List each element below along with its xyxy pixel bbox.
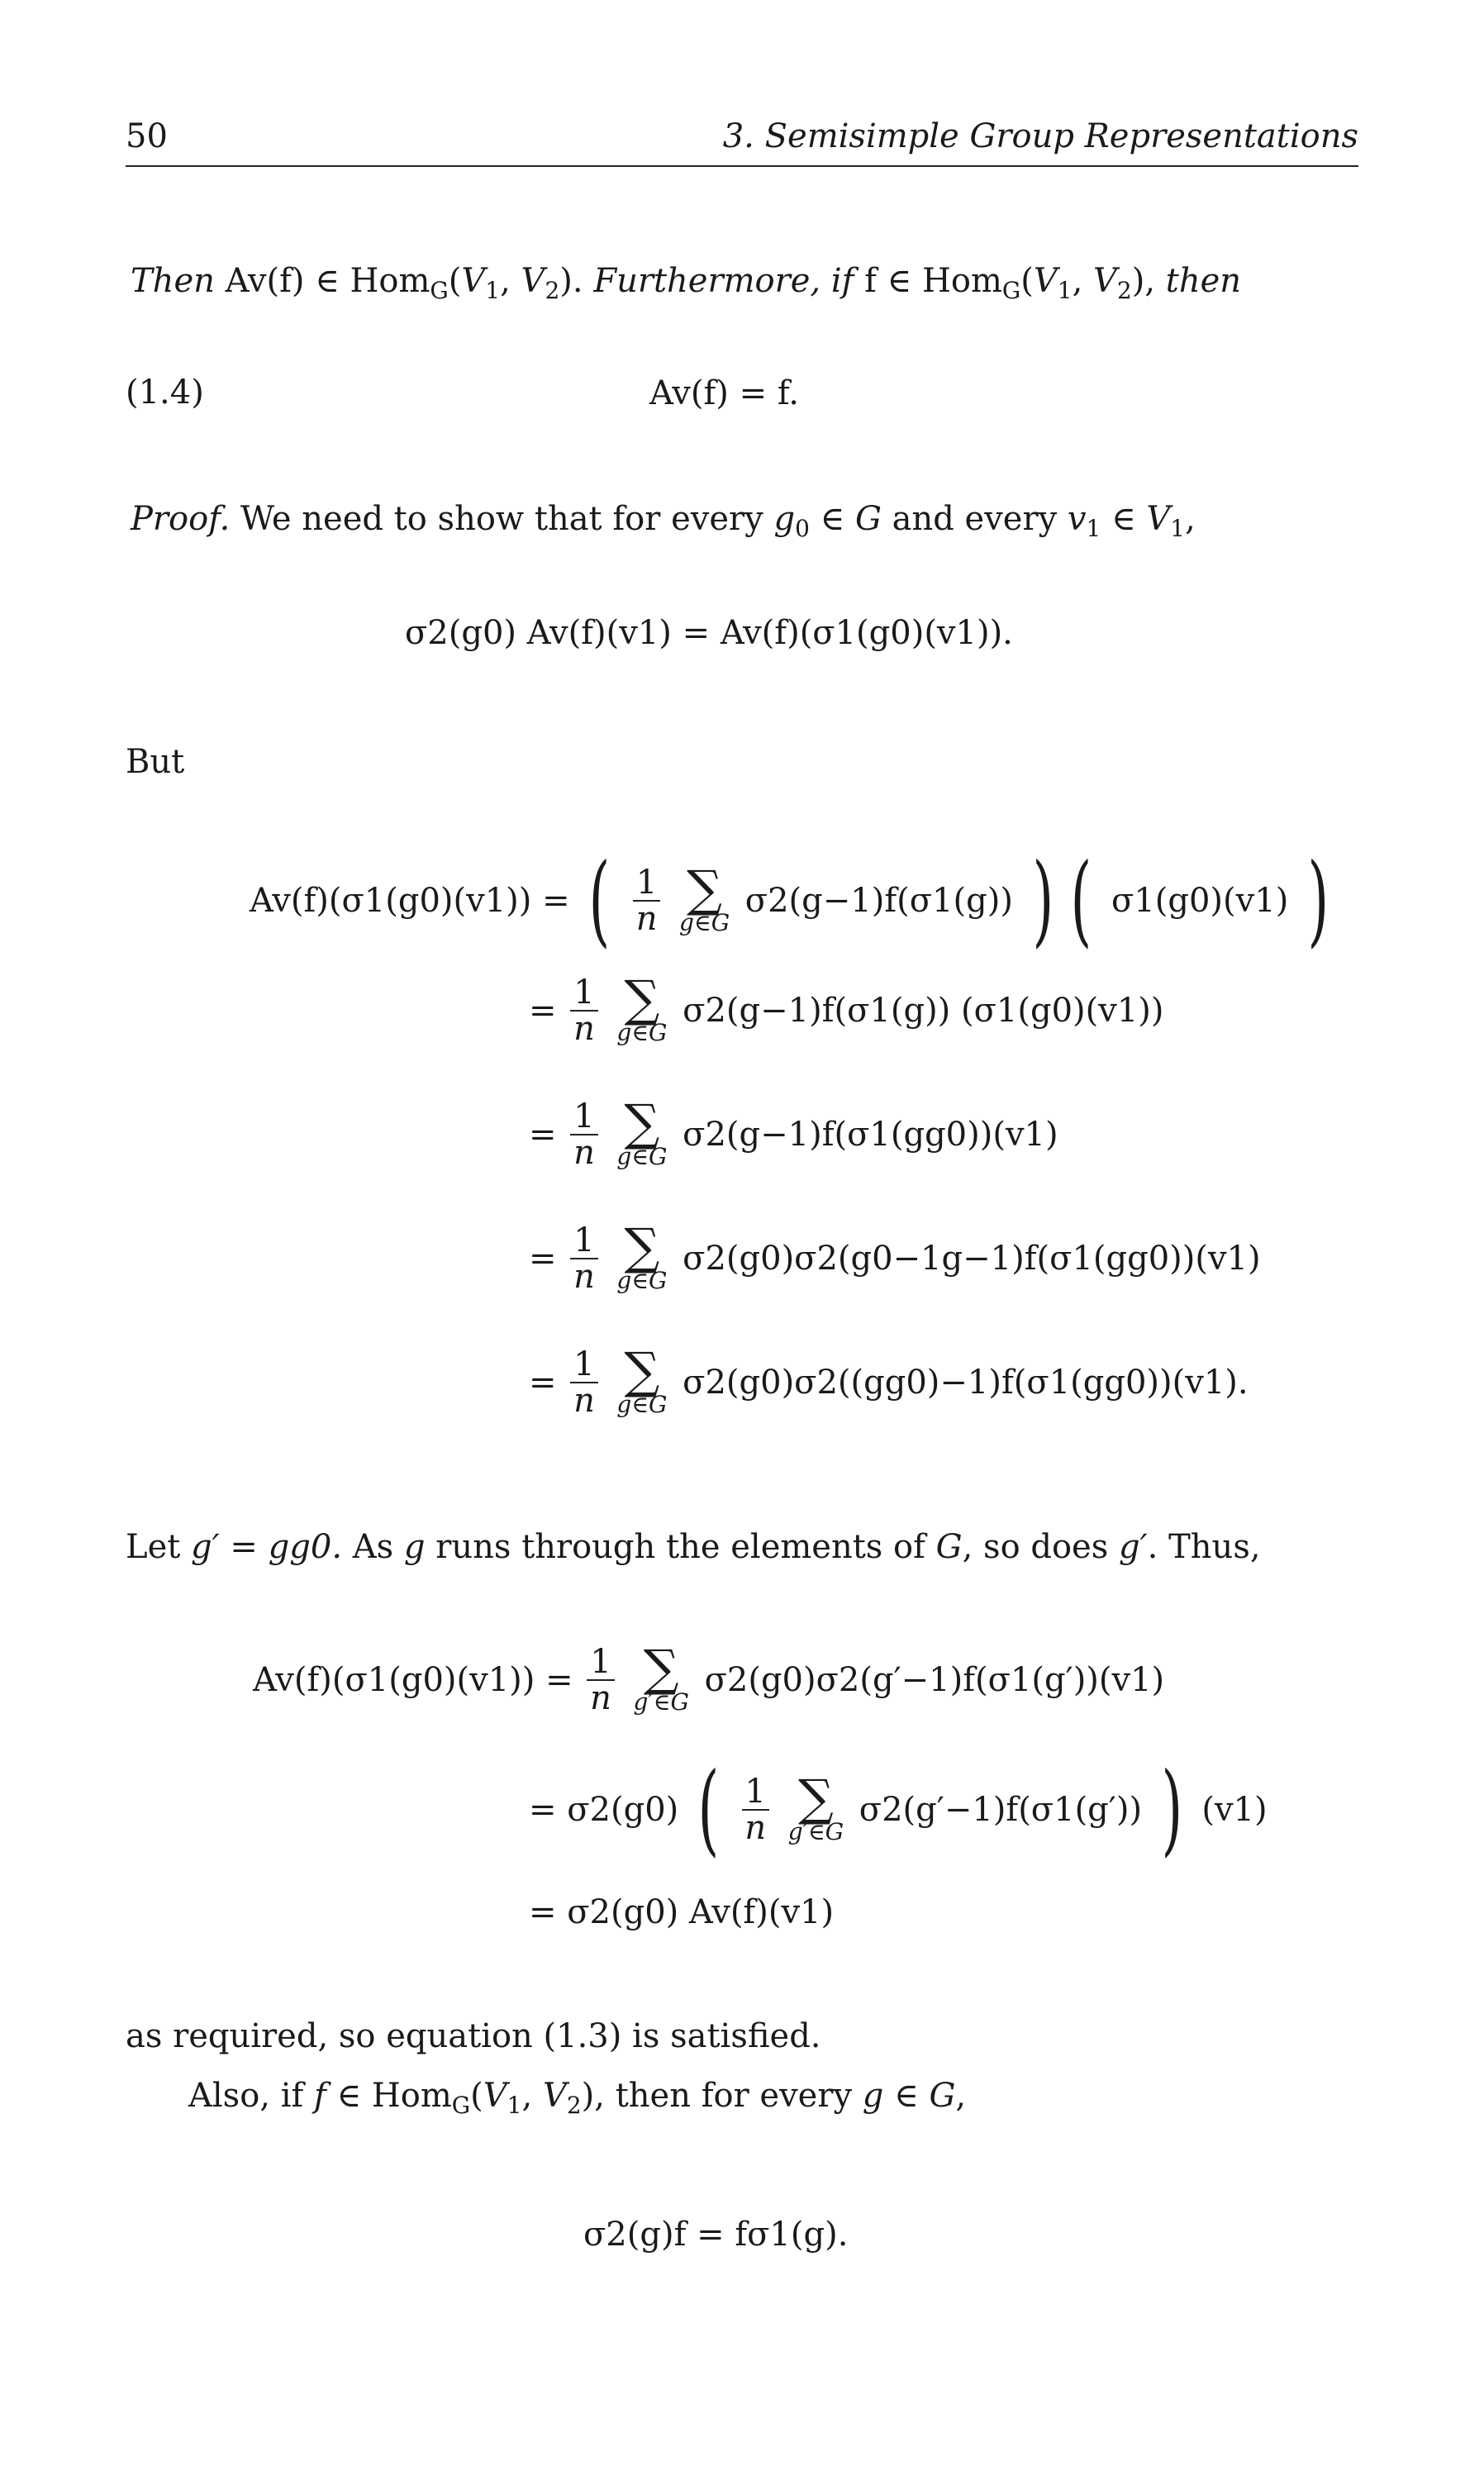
proof-paragraph: Proof. We need to show that for every $g_0$ ∈ G and every $v_1$ ∈ $V_1$, xyxy=(131,500,1196,542)
running-title: 3. Semisimple Group Representations xyxy=(722,117,1358,155)
theorem-conclusion: Then Av(f) ∈ $Hom_G(V_1$, $V_2$). Furthermore, if f ∈ $Hom_G(V_1$, $V_2$), then xyxy=(131,262,1242,304)
chain-row-4: = $\frac{1}{n}$ ∑ g∈G σ2(g0)σ2(g0−1g−1)f(σ1(gg0))(v1) xyxy=(529,1218,1261,1296)
sum-index-2: g′∈G xyxy=(633,1688,689,1716)
chain-row-4-term: σ2(g0)σ2(g0−1g−1)f(σ1(gg0))(v1) xyxy=(683,1240,1261,1278)
sum-index: g∈G xyxy=(679,909,730,936)
also-word: Also, if xyxy=(188,2077,304,2115)
chain2-row-3: = σ2(g0) Av(f)(v1) xyxy=(529,1893,835,1931)
then-word: Then xyxy=(131,262,215,300)
chain2-lhs: Av(f)(σ1(g0)(v1)) = xyxy=(253,1661,573,1699)
chain2-row-1: Av(f)(σ1(g0)(v1)) = $\frac{1}{n}$ ∑ g′∈G σ2(g0)σ2(g′−1)f(σ1(g′))(v1) xyxy=(253,1640,1165,1717)
equation-1-4: Av(f) = f. xyxy=(649,374,799,412)
chain-row-2: = $\frac{1}{n}$ ∑ g∈G σ2(g−1)f(σ1(g)) (σ1(g0)(v1)) xyxy=(529,970,1164,1048)
hom-expression: Av(f) ∈ Hom xyxy=(225,262,430,300)
let-paragraph: Let g′ = gg0. As g runs through the elements of G, so does g′. Thus, xyxy=(126,1528,1261,1566)
chain2-row-2: = σ2(g0) ( $\frac{1}{n}$ ∑ g′∈G σ2(g′−1)f(σ1(g′)) ) (v1) xyxy=(529,1752,1268,1867)
thus-word: Thus, xyxy=(1168,1528,1261,1566)
chain2-row-2-post: (v1) xyxy=(1201,1791,1268,1829)
then-for-every: then for every xyxy=(615,2077,853,2115)
as-word: As xyxy=(352,1528,394,1566)
as-required: as required, so equation (1.3) is satisfied. xyxy=(126,2017,821,2055)
then-word-2: then xyxy=(1165,262,1242,300)
let-expression: g′ = gg0. xyxy=(191,1528,343,1566)
chain-lhs: Av(f)(σ1(g0)(v1)) = xyxy=(250,882,570,920)
chain-row-2-term: σ2(g−1)f(σ1(g)) (σ1(g0)(v1)) xyxy=(683,992,1164,1030)
summation: ∑ g∈G xyxy=(679,860,730,936)
chain-row-3: = $\frac{1}{n}$ ∑ g∈G σ2(g−1)f(σ1(gg0))(v1) xyxy=(529,1094,1058,1172)
and-every: and every xyxy=(892,500,1058,538)
also-paragraph: Also, if f ∈ $Hom_G(V_1$, $V_2$), then for every g ∈ G, xyxy=(188,2077,967,2119)
fraction-numerator: 1 xyxy=(633,865,660,902)
chain2-row-1-term: σ2(g0)σ2(g′−1)f(σ1(g′))(v1) xyxy=(704,1661,1165,1699)
chain2-row-2-pre: = σ2(g0) xyxy=(529,1791,679,1829)
chain-row-1-term: σ2(g−1)f(σ1(g)) xyxy=(744,882,1013,920)
equation-number: (1.4) xyxy=(126,374,204,412)
chain2-row-2-inner: σ2(g′−1)f(σ1(g′)) xyxy=(859,1791,1143,1829)
furthermore-clause: Furthermore, if xyxy=(593,262,854,300)
proof-text: We need to show that for every xyxy=(240,500,763,538)
needed-equation: σ2(g0) Av(f)(v1) = Av(f)(σ1(g0)(v1)). xyxy=(405,614,1013,652)
chain-row-3-term: σ2(g−1)f(σ1(gg0))(v1) xyxy=(683,1116,1058,1154)
chain-row-5-term: σ2(g0)σ2((gg0)−1)f(σ1(gg0))(v1). xyxy=(683,1364,1249,1402)
page-number: 50 xyxy=(126,117,168,155)
final-equation: σ2(g)f = fσ1(g). xyxy=(583,2216,849,2254)
chain-row-1-tail: σ1(g0)(v1) xyxy=(1111,882,1289,920)
runs-through: runs through the elements of xyxy=(435,1528,925,1566)
chain-row-1: Av(f)(σ1(g0)(v1)) = ( $\frac{1}{n}$ ∑ g∈G σ2(g−1)f(σ1(g)) ) ( σ1(g0)(v1) ) xyxy=(250,843,1329,958)
hom-expression-2: f ∈ Hom xyxy=(864,262,1002,300)
proof-label: Proof. xyxy=(131,500,231,538)
let-word: Let xyxy=(126,1528,181,1566)
page-header xyxy=(126,114,1358,167)
but-word: But xyxy=(126,743,185,781)
chain-row-5: = $\frac{1}{n}$ ∑ g∈G σ2(g0)σ2((gg0)−1)f(σ1(gg0))(v1). xyxy=(529,1342,1249,1420)
so-does: so does xyxy=(983,1528,1109,1566)
fraction-denominator: n xyxy=(635,900,658,938)
